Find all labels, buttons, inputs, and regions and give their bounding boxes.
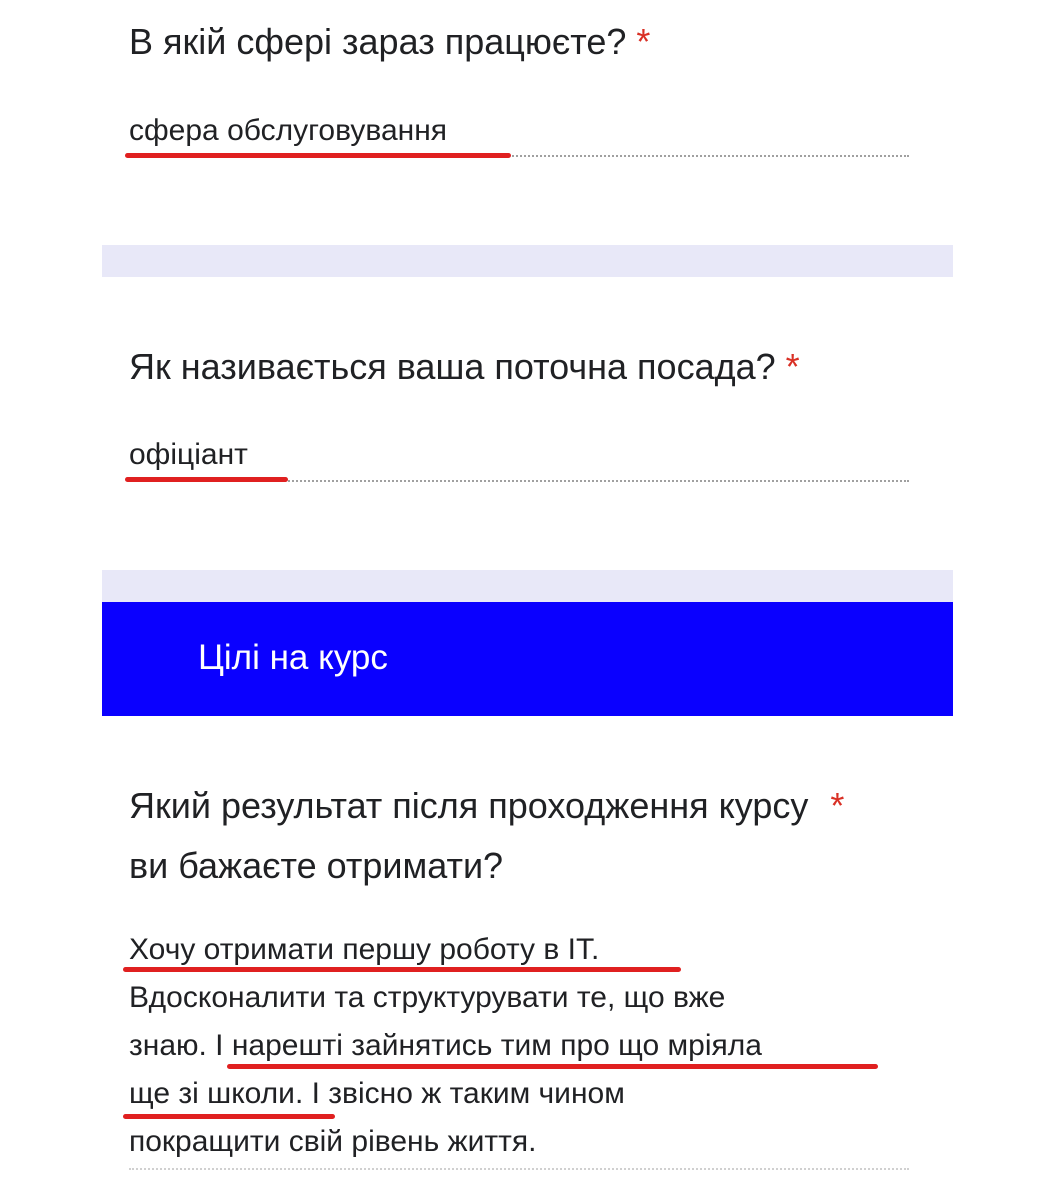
highlight-underline	[123, 967, 681, 972]
question-text: Як називається ваша поточна посада?	[129, 346, 776, 387]
textarea-underline	[129, 1168, 909, 1170]
answer-line: ще зі школи. І звісно ж таким чином	[129, 1077, 625, 1110]
answer-input-sphere[interactable]: сфера обслуговування	[129, 114, 448, 147]
question-text: В якій сфері зараз працюєте?	[129, 21, 627, 62]
question-label-result	[129, 776, 844, 896]
question-separator	[102, 245, 953, 277]
question-text-line2: ви бажаєте отримати?	[129, 845, 504, 886]
answer-line: Вдосконалити та структурувати те, що вже	[129, 981, 726, 1014]
answer-line: знаю. І нарешті зайнятись тим про що мріяла	[129, 1029, 762, 1062]
question-text-line1: Який результат після проходження курсу	[129, 785, 809, 826]
highlight-underline	[227, 1064, 878, 1069]
highlight-underline	[125, 477, 288, 482]
required-asterisk: *	[785, 346, 800, 387]
section-title: Цілі на курс	[198, 638, 388, 677]
required-asterisk: *	[830, 785, 845, 826]
section-header	[102, 602, 953, 716]
answer-textarea-result[interactable]	[129, 926, 909, 1166]
answer-line: Хочу отримати першу роботу в IT.	[129, 933, 600, 966]
question-label-sphere	[129, 12, 650, 72]
question-separator	[102, 570, 953, 602]
question-label-position	[129, 337, 800, 397]
answer-input-position[interactable]: офіціант	[129, 438, 248, 471]
required-asterisk: *	[636, 21, 651, 62]
answer-line: покращити свій рівень життя.	[129, 1125, 537, 1158]
highlight-underline	[125, 153, 511, 158]
highlight-underline	[123, 1114, 335, 1119]
